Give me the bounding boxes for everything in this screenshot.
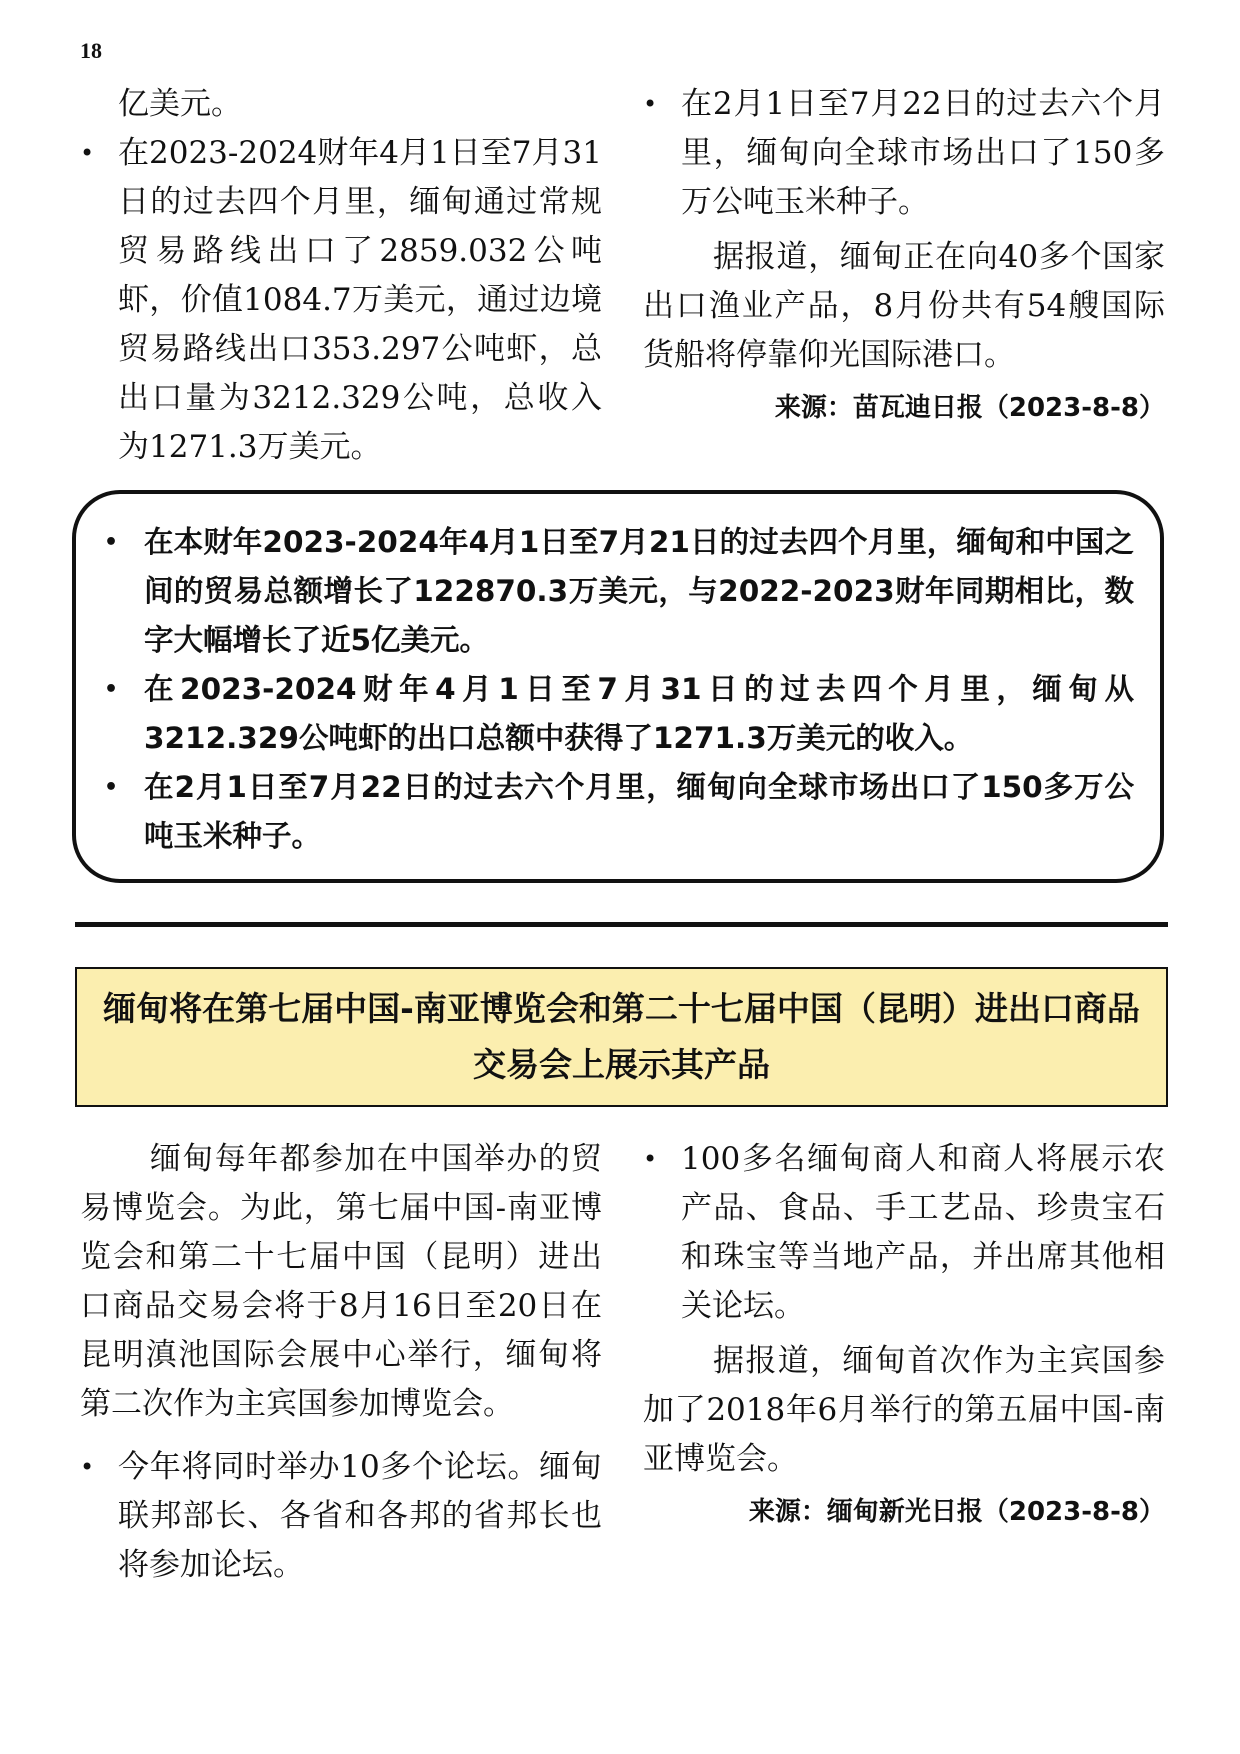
forum-bullet: • 今年将同时举办10多个论坛。缅甸联邦部长、各省和各邦的省邦长也将参加论坛。 — [80, 1443, 602, 1590]
top-left-column — [80, 80, 602, 472]
headline-text: 缅甸将在第七届中国-南亚博览会和第二十七届中国（昆明）进出口商品交易会上展示其产品 — [103, 989, 1140, 1084]
article-headline — [75, 967, 1168, 1107]
expo-intro-paragraph: 缅甸每年都参加在中国举办的贸易博览会。为此，第七届中国-南亚博览会和第二十七届中国（昆明）进出口商品交易会将于8月16日至20日在昆明滇池国际会展中心举行，缅甸将第二次作为主宾国参加博览会。 — [80, 1141, 602, 1422]
fishery-paragraph: 据报道，缅甸正在向40多个国家出口渔业产品，8月份共有54艘国际货船将停靠仰光国际港口。 — [643, 239, 1165, 373]
source-citation: 来源：缅甸新光日报（2023-8-8） — [748, 1497, 1165, 1527]
page-number: 18 — [80, 38, 102, 63]
corn-export-bullet: • 在2月1日至7月22日的过去六个月里，缅甸向全球市场出口了150多万公吨玉米种子。 — [643, 80, 1165, 227]
shrimp-export-bullet: • 在2023-2024财年4月1日至7月31日的过去四个月里，缅甸通过常规贸易路线出口了2859.032公吨虾，价值1084.7万美元，通过边境贸易路线出口353.297公吨虾，总出口量为3212.329公吨，总收入为1271.3万美元。 — [80, 129, 602, 472]
summary-box — [72, 490, 1164, 883]
guest-country-paragraph: 据报道，缅甸首次作为主宾国参加了2018年6月举行的第五届中国-南亚博览会。 — [643, 1343, 1165, 1477]
summary-item: • 在2月1日至7月22日的过去六个月里，缅甸向全球市场出口了150多万公吨玉米种子。 — [104, 763, 1134, 861]
bottom-left-column — [80, 1135, 602, 1590]
bottom-right-column — [643, 1135, 1165, 1537]
top-right-column — [643, 80, 1165, 433]
summary-item: • 在本财年2023-2024年4月1日至7月21日的过去四个月里，缅甸和中国之间的贸易总额增长了122870.3万美元，与2022-2023财年同期相比，数字大幅增长了近5亿美元。 — [104, 518, 1134, 665]
merchants-bullet: • 100多名缅甸商人和商人将展示农产品、食品、手工艺品、珍贵宝石和珠宝等当地产品，并出席其他相关论坛。 — [643, 1135, 1165, 1331]
summary-item: • 在2023-2024财年4月1日至7月31日的过去四个月里，缅甸从3212.329公吨虾的出口总额中获得了1271.3万美元的收入。 — [104, 665, 1134, 763]
carry-over-text: 亿美元。 — [118, 86, 242, 122]
section-divider — [75, 922, 1168, 927]
source-citation: 来源：苗瓦迪日报（2023-8-8） — [774, 393, 1165, 423]
